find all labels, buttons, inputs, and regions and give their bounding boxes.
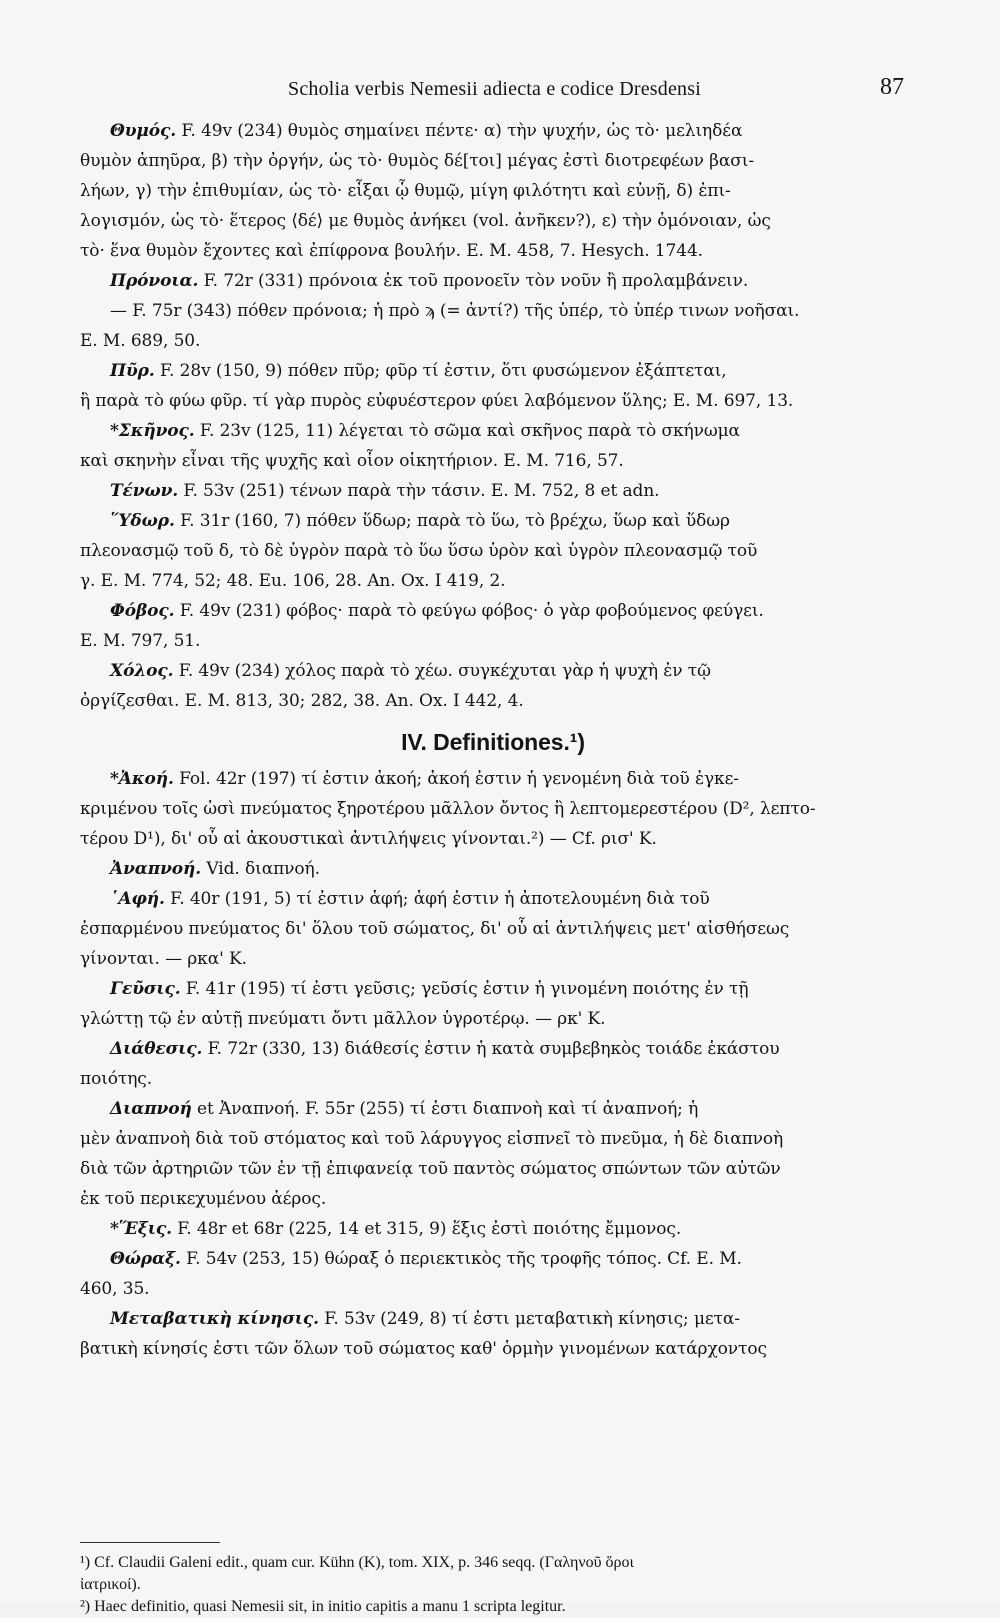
text-line — [80, 446, 906, 476]
text-line — [80, 356, 906, 386]
text-line — [80, 824, 906, 854]
text-line — [80, 884, 906, 914]
lemma-headword: *Σκῆνος. — [110, 421, 195, 441]
line-text: F. 48r et 68r (225, 14 et 315, 9) ἕξις ἐστὶ ποιότης ἔμμονος. — [171, 1219, 682, 1239]
text-line — [80, 1034, 906, 1064]
lemma-headword: Πρόνοια. — [110, 271, 199, 291]
line-text: πλεονασμῷ τοῦ δ, τὸ δὲ ὑγρὸν παρὰ τὸ ὕω ὕσω ὑρὸν καὶ ὑγρὸν πλεονασμῷ τοῦ — [80, 541, 758, 561]
line-text: Vid. διαπνοή. — [201, 859, 320, 879]
line-text: ἐσπαρμένου πνεύματος δι' ὅλου τοῦ σώματος, δι' οὗ αἱ ἀντιλήψεις μετ' αἰσθήσεως — [80, 919, 790, 939]
lemma-headword: Πῦρ. — [110, 361, 155, 381]
text-line — [80, 1094, 906, 1124]
text-line — [80, 1334, 906, 1364]
line-text: ποιότης. — [80, 1069, 153, 1089]
line-text: — F. 75r (343) πόθεν πρόνοια; ἡ πρὸ ϡ (= ἀντί?) τῆς ὑπέρ, τὸ ὑπέρ τινων νοῆσαι. — [110, 301, 800, 321]
line-text: 460, 35. — [80, 1279, 150, 1299]
main-text — [80, 116, 906, 1364]
text-line — [80, 1004, 906, 1034]
text-line — [80, 1184, 906, 1214]
lemma-headword: *Ἕξις. — [110, 1219, 172, 1239]
text-line — [80, 944, 906, 974]
lemma-headword: Τένων. — [110, 481, 179, 501]
text-line — [80, 764, 906, 794]
text-line — [80, 1214, 906, 1244]
line-text: ἐκ τοῦ περικεχυμένου ἀέρος. — [80, 1189, 327, 1209]
line-text: γίνονται. — ρκα' K. — [80, 949, 247, 969]
text-line — [80, 794, 906, 824]
text-line — [80, 1304, 906, 1334]
line-text: γλώττῃ τῷ ἐν αὐτῇ πνεύματι ὄντι μᾶλλον ὑγροτέρῳ. — ρκ' K. — [80, 1009, 606, 1029]
text-line — [80, 506, 906, 536]
line-text: F. 72r (330, 13) διάθεσίς ἐστιν ἡ κατὰ συμβεβηκὸς τοιάδε ἑκάστου — [202, 1039, 780, 1059]
line-text: λογισμόν, ὡς τὸ· ἕτερος ⟨δέ⟩ με θυμὸς ἀνήκει (vol. ἀνῆκεν?), ε) τὴν ὁμόνοιαν, ὡς — [80, 211, 771, 231]
line-text: καὶ σκηνὴν εἶναι τῆς ψυχῆς καὶ οἷον οἰκητήριον. E. M. 716, 57. — [80, 451, 624, 471]
line-text: F. 72r (331) πρόνοια ἐκ τοῦ προνοεῖν τὸν νοῦν ἢ προλαμβάνειν. — [198, 271, 749, 291]
lemma-headword: Διάθεσις. — [110, 1039, 203, 1059]
line-text: βατικὴ κίνησίς ἐστι τῶν ὅλων τοῦ σώματος καθ' ὁρμὴν γινομένων κατάρχοντος — [80, 1339, 767, 1359]
line-text: διὰ τῶν ἀρτηριῶν τῶν ἐν τῇ ἐπιφανείᾳ τοῦ παντὸς σώματος σπώντων τῶν αὐτῶν — [80, 1159, 781, 1179]
text-line — [80, 176, 906, 206]
line-text: τέρου D¹), δι' οὗ αἱ ἀκουστικαὶ ἀντιλήψεις γίνονται.²) — Cf. ρισ' K. — [80, 829, 657, 849]
line-text: κριμένου τοῖς ὠσὶ πνεύματος ξηροτέρου μᾶλλον ὄντος ἢ λεπτομερεστέρου (D², λεπτο- — [80, 799, 816, 819]
line-text: F. 49v (234) θυμὸς σημαίνει πέντε· α) τὴν ψυχήν, ὡς τὸ· μελιηδέα — [176, 121, 743, 141]
line-text: F. 40r (191, 5) τί ἐστιν ἁφή; ἁφή ἐστιν ἡ ἀποτελουμένη διὰ τοῦ — [164, 889, 710, 909]
text-line — [80, 596, 906, 626]
lemma-headword: Θυμός. — [110, 121, 177, 141]
lemma-headword: Φόβος. — [110, 601, 175, 621]
line-text: Fol. 42r (197) τί ἐστιν ἀκοή; ἀκοή ἐστιν ἡ γενομένη διὰ τοῦ ἐγκε- — [173, 769, 739, 789]
text-line — [80, 686, 906, 716]
line-text: F. 49v (231) φόβος· παρὰ τὸ φεύγω φόβος· ὁ γὰρ φοβούμενος φεύγει. — [174, 601, 764, 621]
lemma-headword: Μεταβατικὴ κίνησις. — [110, 1309, 319, 1329]
line-text: ἢ παρὰ τὸ φύω φῦρ. τί γὰρ πυρὸς εὐφυέστερον φύει λαβόμενον ὕλης; E. M. 697, 13. — [80, 391, 794, 411]
line-text: F. 53v (249, 8) τί ἐστι μεταβατικὴ κίνησις; μετα- — [318, 1309, 740, 1329]
lemma-headword: ῞Υδωρ. — [110, 511, 175, 531]
text-line — [80, 1274, 906, 1304]
text-line — [80, 206, 906, 236]
lemma-headword: Χόλος. — [110, 661, 174, 681]
line-text: F. 54v (253, 15) θώραξ ὁ περιεκτικὸς τῆς τροφῆς τόπος. Cf. E. M. — [180, 1249, 742, 1269]
line-text: E. M. 797, 51. — [80, 631, 201, 651]
text-line — [80, 1124, 906, 1154]
footnote-line: ¹) Cf. Claudii Galeni edit., quam cur. Kühn (K), tom. XIX, p. 346 seqq. (Γαληνοῦ ὅροι — [80, 1554, 634, 1571]
section-heading: IV. Definitiones.¹) — [401, 729, 585, 755]
text-line — [80, 386, 906, 416]
line-text: τὸ· ἕνα θυμὸν ἔχοντες καὶ ἐπίφρονα βουλήν. E. M. 458, 7. Hesych. 1744. — [80, 241, 703, 261]
lemma-headword: Διαπνοή — [110, 1099, 192, 1119]
definition-entries — [80, 764, 906, 1364]
line-text: et Ἀναπνοή. F. 55r (255) τί ἐστι διαπνοὴ καὶ τί ἀναπνοή; ἡ — [191, 1099, 699, 1119]
lemma-headword: Ἀναπνοή. — [110, 859, 202, 879]
text-line — [80, 146, 906, 176]
footnote-line: ἰατρικοί). — [80, 1576, 141, 1593]
footnote-rule — [80, 1542, 220, 1543]
line-text: F. 28v (150, 9) πόθεν πῦρ; φῦρ τί ἐστιν, ὅτι φυσώμενον ἐξάπτεται, — [154, 361, 727, 381]
line-text: θυμὸν ἀπηῦρα, β) τὴν ὀργήν, ὡς τὸ· θυμὸς δέ[τοι] μέγας ἐστὶ διοτρεφέων βασι- — [80, 151, 754, 171]
text-line — [80, 1154, 906, 1184]
lemma-headword: Γεῦσις. — [110, 979, 181, 999]
text-line — [80, 116, 906, 146]
text-line — [80, 626, 906, 656]
text-line — [80, 1064, 906, 1094]
scholia-entries — [80, 116, 906, 716]
text-line — [80, 476, 906, 506]
text-line — [80, 236, 906, 266]
text-line — [80, 656, 906, 686]
line-text: ὀργίζεσθαι. E. M. 813, 30; 282, 38. An. Ox. I 442, 4. — [80, 691, 524, 711]
text-line — [80, 1244, 906, 1274]
text-line — [80, 854, 906, 884]
text-line — [80, 914, 906, 944]
lemma-headword: Θώραξ. — [110, 1249, 181, 1269]
line-text: E. M. 689, 50. — [80, 331, 201, 351]
line-text: λήων, γ) τὴν ἐπιθυμίαν, ὡς τὸ· εἶξαι ᾧ θυμῷ, μίγη φιλότητι καὶ εὐνῇ, δ) ἐπι- — [80, 181, 731, 201]
line-text: F. 23v (125, 11) λέγεται τὸ σῶμα καὶ σκῆνος παρὰ τὸ σκήνωμα — [194, 421, 740, 441]
line-text: F. 41r (195) τί ἐστι γεῦσις; γεῦσίς ἐστιν ἡ γινομένη ποιότης ἐν τῇ — [180, 979, 749, 999]
line-text: γ. E. M. 774, 52; 48. Eu. 106, 28. An. Ox. I 419, 2. — [80, 571, 506, 591]
text-line — [80, 266, 906, 296]
line-text: μὲν ἀναπνοὴ διὰ τοῦ στόματος καὶ τοῦ λάρυγγος εἰσπνεῖ τὸ πνεῦμα, ἡ δὲ διαπνοὴ — [80, 1129, 784, 1149]
line-text: F. 53v (251) τένων παρὰ τὴν τάσιν. E. M. 752, 8 et adn. — [178, 481, 660, 501]
page-number: 87 — [880, 74, 904, 100]
line-text: F. 31r (160, 7) πόθεν ὕδωρ; παρὰ τὸ ὕω, τὸ βρέχω, ὕωρ καὶ ὕδωρ — [174, 511, 730, 531]
text-line — [80, 536, 906, 566]
text-line — [80, 416, 906, 446]
line-text: F. 49v (234) χόλος παρὰ τὸ χέω. συγκέχυται γὰρ ἡ ψυχὴ ἐν τῷ — [173, 661, 711, 681]
running-title: Scholia verbis Nemesii adiecta e codice Dresdensi — [288, 78, 701, 100]
footnote-line: ²) Haec definitio, quasi Nemesii sit, in initio capitis a manu 1 scripta legitur. — [80, 1598, 566, 1615]
footnotes — [80, 1552, 906, 1618]
text-line — [80, 974, 906, 1004]
text-line — [80, 326, 906, 356]
running-header — [0, 70, 1000, 110]
lemma-headword: ῾Αφή. — [110, 889, 165, 909]
text-line — [80, 296, 906, 326]
text-line — [80, 566, 906, 596]
lemma-headword: *Ἀκοή. — [110, 769, 174, 789]
